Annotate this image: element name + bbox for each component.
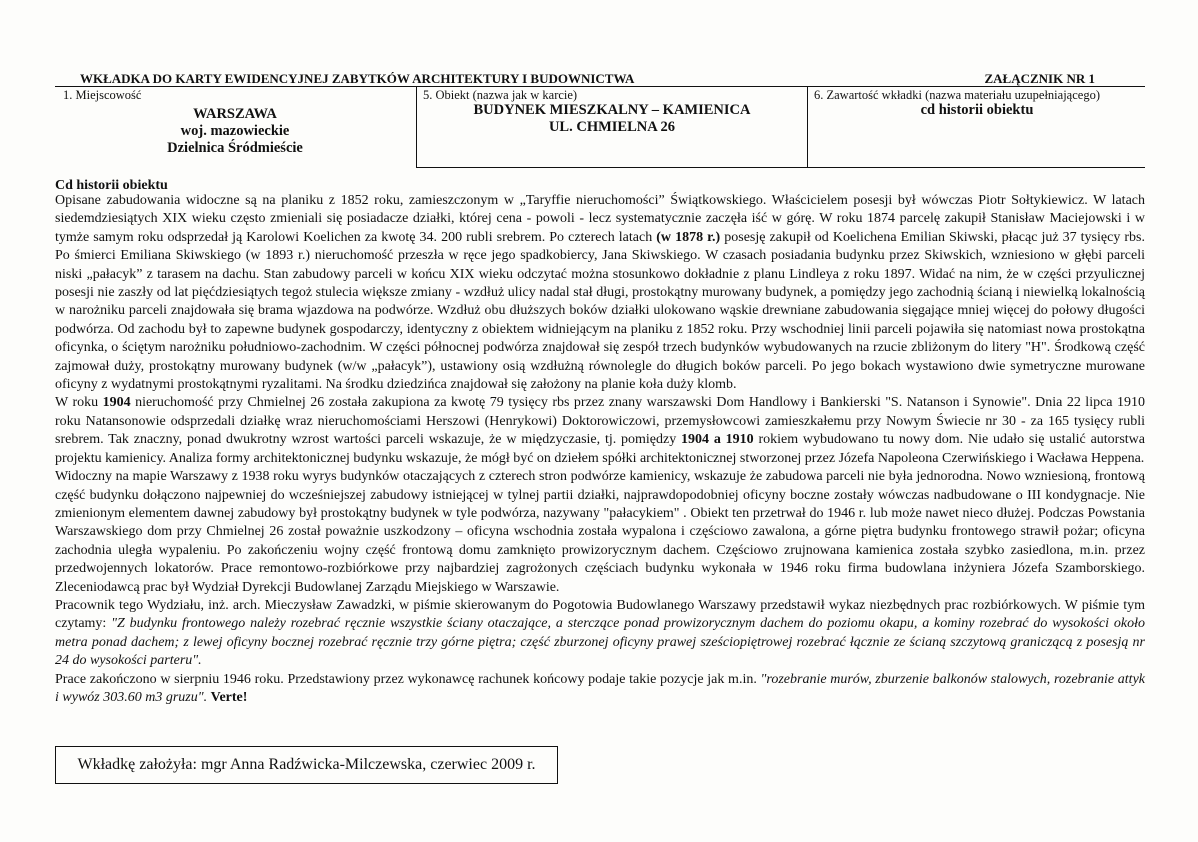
paragraph-4: Pracownik tego Wydziału, inż. arch. Mieczysław Zawadzki, w piśmie skierowanym do Pogotowia Budowlanego Warszawy przedstawił wykaz niezbędnych prac rozbiórkowych. W piśmie tym czytamy: "Z budynku frontowego należy rozebrać ręcznie wszystkie ściany otaczające, a sterczące ponad prowizorycznym dachem do poziomu okapu, a kominy rozebrać do wysokości około metra ponad dachem; z lewej oficyny bocznej rozebrać ręcznie trzy górne piętra; część zburzonej oficyny prawej sześciopiętrowej rozebrać łącznie ze ścianą szczytową graniczącą z posesją nr 24 do wysokości parteru". — [55, 597, 1145, 669]
paragraph-1: Opisane zabudowania widoczne są na planiku z 1852 roku, zamieszczonym w „Taryffie nieruchomości” Świątkowskiego. Właścicielem posesji był wówczas Piotr Sołtykiewicz. W latach siedemdziesiątych XIX wieku często zmieniali się posiadacze działki, której cena - powoli - lecz systematycznie zaczęła iść w górę. W roku 1874 parcelę zakupił Stanisław Maciejowski i w tymże samym roku odsprzedał ją Karolowi Koelichen za kwotę 34. 200 rubli srebrem. Po czterech latach (w 1878 r.) posesję zakupił od Koelichena Emilian Skiwski, płacąc już 37 tysięcy rbs. Po śmierci Emiliana Skiwskiego (w 1893 r.) nieruchomość przeszła w ręce jego spadkobiercy, Jana Skiwskiego. W czasach posiadania budynku przez Skiwskich, wzniesiono w głębi parceli niski „pałacyk” z tarasem na dachu. Stan zabudowy parceli w końcu XIX wieku odczytać można stosunkowo dokładnie z planu Lindleya z roku 1897. Widać na nim, że w części przyulicznej posesji nie zaszły od lat pięćdziesiątych tegoż stulecia większe zmiany - wzdłuż ulicy nadal stał długi, prostokątny murowany budynek, a pomiędzy jego zachodnią ścianą i niewielką lokalnością w narożniku parceli znajdowała się brama wjazdowa na podwórze. Wzdłuż obu dłuższych boków działki ulokowano wąskie drewniane zabudowania sięgające mniej więcej do połowy długości podwórza. Od zachodu był to zapewne budynek gospodarczy, identyczny z obiektem widniejącym na planiku z 1852 roku. Przy wschodniej linii parceli pojawiła się natomiast nowa prostokątna oficynka, o ściętym narożniku południowo-zachodnim. W części północnej podwórza znajdował się zespół trzech budynków wybudowanych na rzucie zbliżonym do litery "H". Środkową część zajmował duży, prostokątny murowany budynek (w/w „pałacyk”), ustawiony osią wzdłużną równolegle do długich boków parceli. Po jego bokach wystawiono dwie symetryczne murowane oficyny z wydatnymi prostokątnymi ryzalitami. Na środku dziedzińca znajdował się założony na planie koła duży klomb. — [55, 193, 1145, 393]
location-voivodeship: woj. mazowieckie — [180, 123, 290, 139]
location-cell — [55, 87, 415, 167]
paragraph-3: Widoczny na mapie Warszawy z 1938 roku wyrys budynków otaczających z czterech stron podwórze kamienicy, wskazuje że zabudowa parceli nie była jednorodna. Nowo wzniesioną, frontową część budynku dołączono najpewniej do wcześniejszej zabudowy istniejącej w tylnej partii działki, najprawdopodobniej oficyny boczne zostały wówczas nadbudowane o III kondygnacje. Nie zmienionym elementem dawnej zabudowy był prostokątny budynek w tyle podwórza, nazywany "pałacykiem" . Obiekt ten przetrwał do 1946 r. lub może nawet nieco dłużej. Podczas Powstania Warszawskiego dom przy Chmielnej 26 został poważnie uszkodzony – oficyna wschodnia została wypalona i częściowo zawalona, a górne piętra budynku frontowego strawił pożar; oficyna zachodnia uległa wypaleniu. Po zakończeniu wojny część frontową domu zamknięto prowizorycznym dachem. Częściowo zrujnowana kamienica została szybko zasiedlona, m.in. przez przedwojennych lokatorów. Prace remontowo-rozbiórkowe przy najbardziej zagrożonych częściach budynku wykonała w 1946 roku firma budowlana inżyniera Józefa Szamborskiego. Zleceniodawcą prac był Wydział Dyrekcji Budowlanej Zarządu Miejskiego w Warszawie. — [55, 469, 1145, 595]
paragraph-5: Prace zakończono w sierpniu 1946 roku. Przedstawiony przez wykonawcę rachunek końcowy podaje takie pozycje jak m.in. "rozebranie murów, zburzenie balkonów stalowych, rozebranie attyk i wywóz 303.60 m3 gruzu". Verte! — [55, 671, 1145, 705]
author-box: Wkładkę założyła: mgr Anna Radźwicka-Milczewska, czerwiec 2009 r. — [55, 746, 558, 784]
fields-bottom-rule — [416, 167, 1145, 168]
annex-label: ZAŁĄCZNIK NR 1 — [984, 71, 1095, 86]
history-text — [55, 192, 1145, 707]
object-values — [417, 102, 807, 136]
insert-content-values — [808, 102, 1146, 119]
object-cell — [416, 87, 807, 167]
insert-content-cell — [807, 87, 1146, 167]
section-heading: Cd historii obiektu — [55, 178, 168, 193]
insert-content-value: cd historii obiektu — [920, 102, 1034, 118]
object-address: UL. CHMIELNA 26 — [548, 119, 676, 135]
insert-content-label: 6. Zawartość wkładki (nazwa materiału uzupełniającego) — [814, 88, 1100, 102]
location-label: 1. Miejscowość — [63, 88, 142, 102]
paragraph-2: W roku 1904 nieruchomość przy Chmielnej 26 została zakupiona za kwotę 79 tysięcy rbs przez znany warszawski Dom Handlowy i Bankierski "S. Natanson i Synowie". Dnia 22 lipca 1910 roku Natansonowie odsprzedali działkę wraz nieruchomościami Herszowi (Henrykowi) Doktorowiczowi, przemysłowcowi zamieszkałemu przy Nowym Świecie nr 30 - za 165 tysięcy rubli srebrem. Tak znaczny, ponad dwukrotny wzrost wartości parceli wskazuje, że w międzyczasie, tj. pomiędzy 1904 a 1910 rokiem wybudowano tu nowy dom. Nie udało się ustalić autorstwa projektu kamienicy. Analiza formy architektonicznej budynku wskazuje, że mógł być on dziełem spółki architektonicznej stworzonej przez Józefa Napoleona Czerwińskiego i Wacława Heppena. — [55, 395, 1146, 466]
location-city: WARSZAWA — [193, 106, 277, 122]
location-values — [55, 106, 415, 157]
verte-note: Verte! — [210, 689, 248, 705]
object-name: BUDYNEK MIESZKALNY – KAMIENICA — [473, 102, 751, 118]
document-title: WKŁADKA DO KARTY EWIDENCYJNEJ ZABYTKÓW ARCHITEKTURY I BUDOWNICTWA — [80, 71, 635, 86]
location-district: Dzielnica Śródmieście — [167, 140, 303, 156]
document-header — [55, 72, 1145, 86]
object-label: 5. Obiekt (nazwa jak w karcie) — [423, 88, 578, 102]
